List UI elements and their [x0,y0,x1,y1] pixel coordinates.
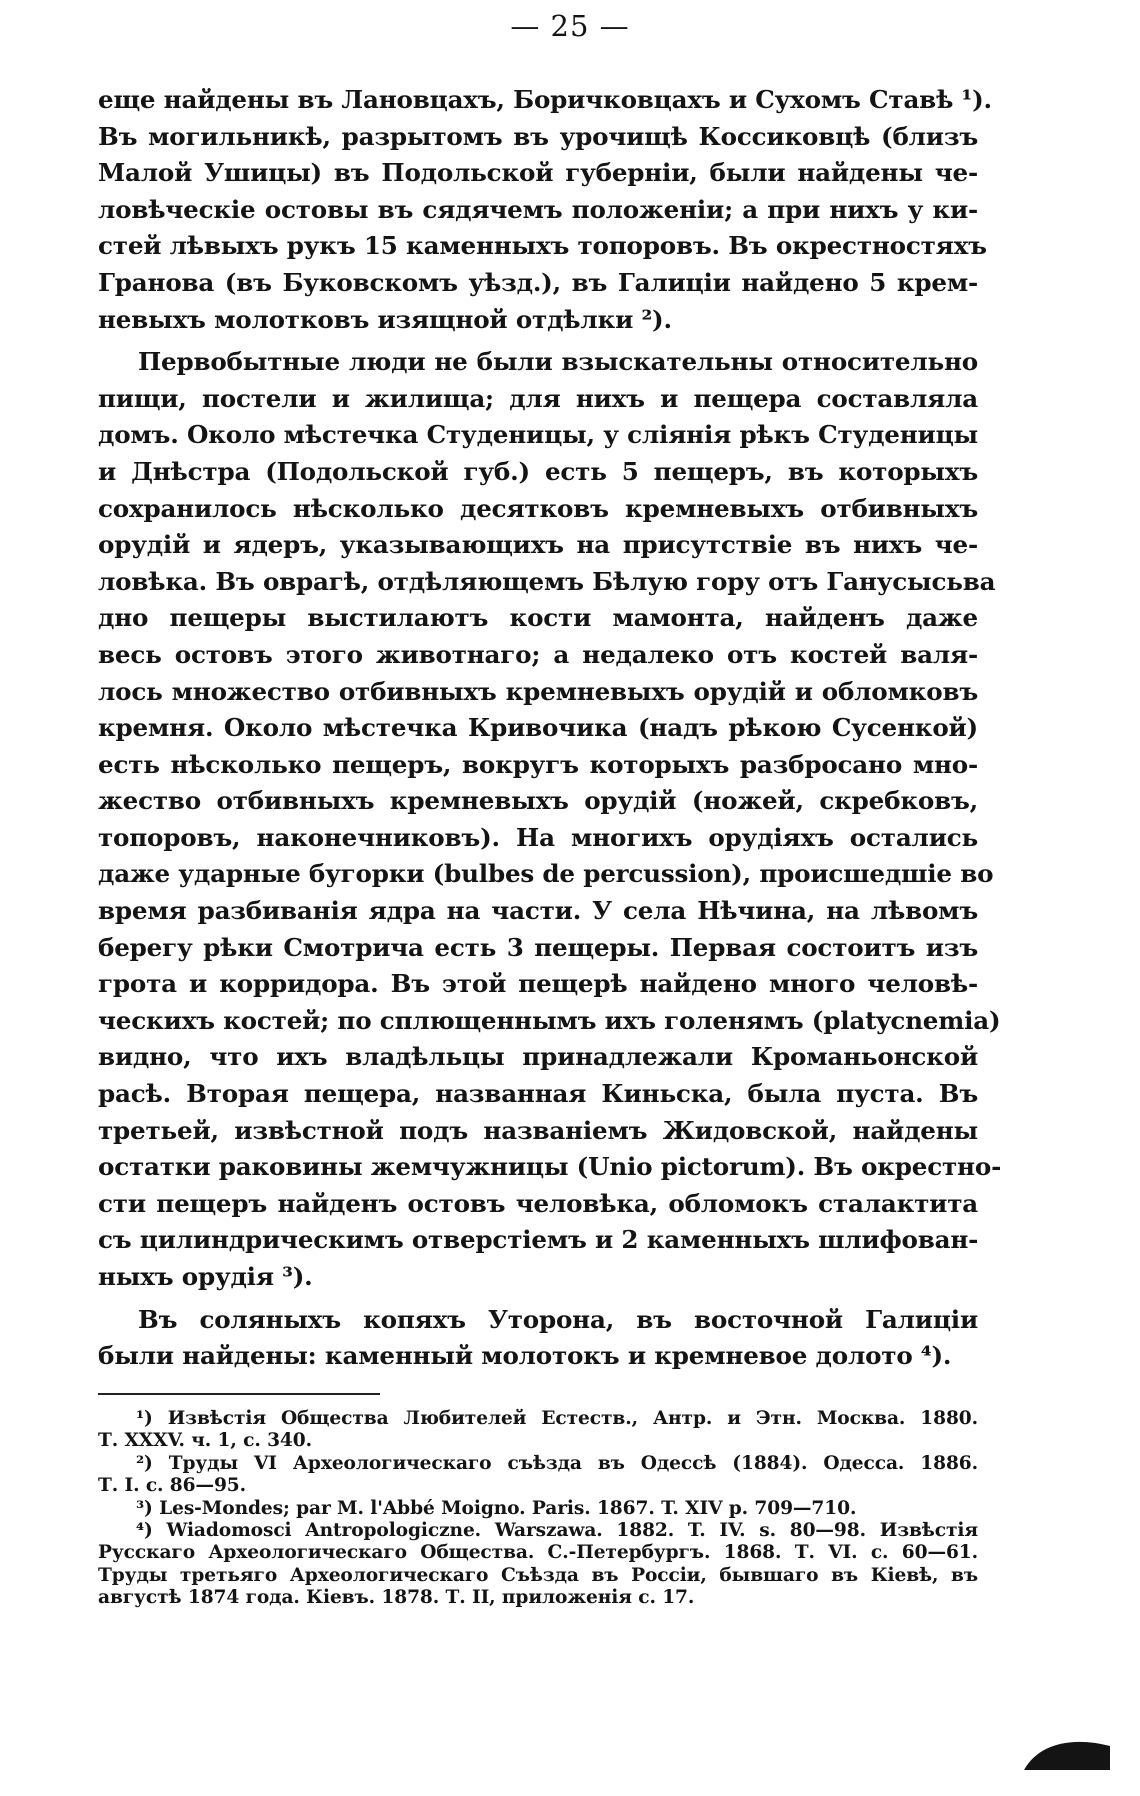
text-line: кремня. Около мѣстечка Кривочика (надъ рѣкою Сусенкой) [98,713,978,743]
text-line: лось множество отбивныхъ кремневыхъ орудій и обломковъ [98,676,978,706]
footnote-line: Труды третьяго Археологическаго Съѣзда въ Россіи, бывшаго въ Кіевѣ, въ [98,1564,978,1586]
text-line: Гранова (въ Буковскомъ уѣзд.), въ Галиціи найдено 5 крем- [98,267,978,297]
text-line: были найдены: каменный молотокъ и кремневое долото ⁴). [98,1341,952,1371]
text-line: Первобытные люди не были взыскательны относительно [138,347,978,377]
text-line: съ цилиндрическимъ отверстіемъ и 2 каменныхъ шлифован- [98,1225,979,1255]
footnotes [98,1408,978,1610]
paragraph-1 [98,82,992,338]
text-line: сохранилось нѣсколько десятковъ кремневыхъ отбивныхъ [98,493,978,523]
ink-blot-mark [1020,1734,1112,1774]
paragraph-3 [98,1302,978,1375]
text-line: пищи, постели и жилища; для нихъ и пещера составляла [98,383,978,413]
text-line: невыхъ молотковъ изящной отдѣлки ²). [98,304,672,334]
text-line: ческихъ костей; по сплющеннымъ ихъ голенямъ (platycnemia) [98,1005,1001,1035]
footnote-line: ¹) Извѣстія Общества Любителей Естеств., Антр. и Этн. Москва. 1880. [136,1408,978,1429]
ink-blot-shape [1024,1742,1110,1770]
text-line: берегу рѣки Смотрича есть 3 пещеры. Первая состоитъ изъ [98,932,978,962]
text-line: еще найдены въ Лановцахъ, Боричковцахъ и Сухомъ Ставѣ ¹). [98,85,992,114]
text-line: и Днѣстра (Подольской губ.) есть 5 пещеръ, въ которыхъ [98,456,978,486]
footnote-3 [98,1498,978,1520]
text-line: Въ соляныхъ копяхъ Уторона, въ восточной Галиціи [138,1304,978,1334]
text-line: орудій и ядеръ, указывающихъ на присутствіе въ нихъ че- [98,530,978,560]
text-line: Малой Ушицы) въ Подольской губерніи, были найдены че- [98,158,978,188]
text-line: ныхъ орудія ³). [98,1262,313,1291]
text-line: остатки раковины жемчужницы (Unio pictorum). Въ окрестно- [98,1152,1002,1182]
footnote-line: ⁴) Wiadomosci Antropologiczne. Warszawa. 1882. T. IV. s. 80—98. Извѣстія [136,1519,978,1541]
footnote-line: ³) Les-Mondes; par M. l'Abbé Moigno. Paris. 1867. T. XIV p. 709—710. [136,1497,857,1519]
text-line: ловѣка. Въ оврагѣ, отдѣляющемъ Бѣлую гору отъ Ганусысьва [98,566,996,596]
text-line: стей лѣвыхъ рукъ 15 каменныхъ топоровъ. Въ окрестностяхъ [98,231,987,261]
footnote-4 [98,1520,978,1610]
footnote-line: Т. I. с. 86—95. [98,1475,247,1497]
text-line: Въ могильникѣ, разрытомъ въ урочищѣ Коссиковцѣ (близъ [98,121,978,151]
text-line: сти пещеръ найденъ остовъ человѣка, обломокъ сталактита [98,1188,978,1218]
text-line: время разбиванія ядра на части. У села Нѣчина, на лѣвомъ [98,896,978,926]
main-text [98,82,1002,1375]
text-line: домъ. Около мѣстечка Студеницы, у сліянія рѣкъ Студеницы [98,420,978,450]
paragraph-2 [98,344,1002,1295]
text-line: третьей, извѣстной подъ названіемъ Жидовской, найдены [98,1115,978,1145]
text-line: ловѣческіе остовы въ сядячемъ положеніи; а при нихъ у ки- [98,194,978,224]
text-line: видно, что ихъ владѣльцы принадлежали Кроманьонской [98,1042,978,1072]
footnote-1 [98,1408,978,1453]
text-line: расѣ. Вторая пещера, названная Киньска, была пуста. Въ [98,1079,978,1109]
footnote-line: августѣ 1874 года. Кіевъ. 1878. Т. II, приложенія с. 17. [98,1587,695,1609]
text-line: есть нѣсколько пещеръ, вокругъ которыхъ разбросано мно- [98,749,978,779]
text-line: жество отбивныхъ кремневыхъ орудій (ножей, скребковъ, [98,786,978,816]
footnote-line: Т. XXXV. ч. 1, с. 340. [98,1430,312,1452]
text-line: грота и корридора. Въ этой пещерѣ найдено много человѣ- [98,969,978,999]
footnote-2 [98,1453,978,1498]
footnote-line: Русскаго Археологическаго Общества. С.-Петербургъ. 1868. Т. VI. с. 60—61. [98,1542,978,1564]
footnote-divider [98,1393,380,1395]
text-line: топоровъ, наконечниковъ). На многихъ орудіяхъ остались [98,822,978,852]
text-line: весь остовъ этого животнаго; а недалеко отъ костей валя- [98,639,978,669]
page-number: — 25 — [510,9,630,43]
text-line: даже ударные бугорки (bulbes de percussion), происшедшіе во [98,859,994,889]
text-line: дно пещеры выстилаютъ кости мамонта, найденъ даже [98,603,978,633]
footnote-line: ²) Труды VI Археологическаго съѣзда въ Одессѣ (1884). Одесса. 1886. [136,1452,978,1474]
